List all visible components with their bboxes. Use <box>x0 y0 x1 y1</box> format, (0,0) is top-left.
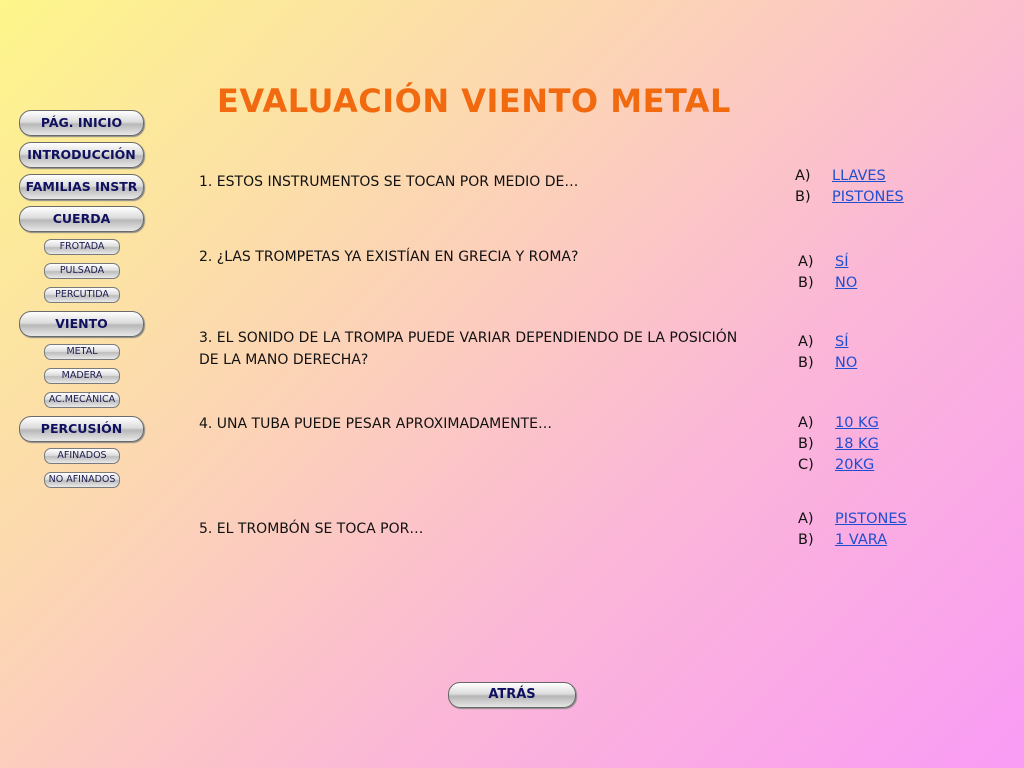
option-row <box>798 273 857 294</box>
answer-18kg-link[interactable]: 18 KG <box>835 436 879 452</box>
question-2-options <box>798 252 857 294</box>
option-row <box>798 455 879 476</box>
nav-frotada-button[interactable]: FROTADA <box>44 239 120 255</box>
question-5: 5. EL TROMBÓN SE TOCA POR… <box>199 521 424 537</box>
nav-percusion-button[interactable]: PERCUSIÓN <box>19 416 144 442</box>
option-letter: A) <box>798 254 814 270</box>
answer-llaves-link[interactable]: LLAVES <box>832 168 886 184</box>
question-4-options <box>798 413 879 476</box>
question-2: 2. ¿LAS TROMPETAS YA EXISTÍAN EN GRECIA Y ROMA? <box>199 249 579 265</box>
question-3: 3. EL SONIDO DE LA TROMPA PUEDE VARIAR DEPENDIENDO DE LA POSICIÓN DE LA MANO DERECHA? <box>199 330 738 368</box>
option-row <box>795 187 904 208</box>
question-1-options <box>795 166 904 208</box>
option-letter: B) <box>798 436 814 452</box>
answer-1vara-link[interactable]: 1 VARA <box>835 532 888 548</box>
option-letter: A) <box>795 168 811 184</box>
option-letter: B) <box>798 275 814 291</box>
option-row <box>798 530 907 551</box>
nav-pulsada-button[interactable]: PULSADA <box>44 263 120 279</box>
nav-percutida-button[interactable]: PERCUTIDA <box>44 287 120 303</box>
nav-acmecanica-button[interactable]: AC.MECÁNICA <box>44 392 120 408</box>
question-4: 4. UNA TUBA PUEDE PESAR APROXIMADAMENTE… <box>199 416 552 432</box>
nav-inicio-button[interactable]: PÁG. INICIO <box>19 110 144 136</box>
answer-si-link[interactable]: SÍ <box>835 254 849 270</box>
nav-introduccion-button[interactable]: INTRODUCCIÓN <box>19 142 144 168</box>
option-row <box>798 332 857 353</box>
option-letter: A) <box>798 415 814 431</box>
option-row <box>798 509 907 530</box>
option-row <box>798 413 879 434</box>
option-row <box>798 434 879 455</box>
option-row <box>795 166 904 187</box>
nav-cuerda-button[interactable]: CUERDA <box>19 206 144 232</box>
option-letter: B) <box>795 189 811 205</box>
answer-no-link[interactable]: NO <box>835 355 858 371</box>
answer-pistones-link[interactable]: PISTONES <box>835 511 907 527</box>
nav-afinados-button[interactable]: AFINADOS <box>44 448 120 464</box>
nav-viento-button[interactable]: VIENTO <box>19 311 144 337</box>
option-letter: A) <box>798 511 814 527</box>
option-row <box>798 353 857 374</box>
option-letter: B) <box>798 355 814 371</box>
answer-si-link[interactable]: SÍ <box>835 334 849 350</box>
answer-10kg-link[interactable]: 10 KG <box>835 415 879 431</box>
option-row <box>798 252 857 273</box>
back-button[interactable]: ATRÁS <box>448 682 576 708</box>
nav-familias-button[interactable]: FAMILIAS INSTR <box>19 174 144 200</box>
option-letter: A) <box>798 334 814 350</box>
answer-pistones-link[interactable]: PISTONES <box>832 189 904 205</box>
option-letter: C) <box>798 457 814 473</box>
question-5-options <box>798 509 907 551</box>
option-letter: B) <box>798 532 814 548</box>
nav-noafinados-button[interactable]: NO AFINADOS <box>44 472 120 488</box>
nav-metal-button[interactable]: METAL <box>44 344 120 360</box>
answer-no-link[interactable]: NO <box>835 275 858 291</box>
page-title: EVALUACIÓN VIENTO METAL <box>217 82 731 120</box>
question-3-options <box>798 332 857 374</box>
question-1: 1. ESTOS INSTRUMENTOS SE TOCAN POR MEDIO DE… <box>199 174 579 190</box>
answer-20kg-link[interactable]: 20KG <box>835 457 875 473</box>
nav-madera-button[interactable]: MADERA <box>44 368 120 384</box>
